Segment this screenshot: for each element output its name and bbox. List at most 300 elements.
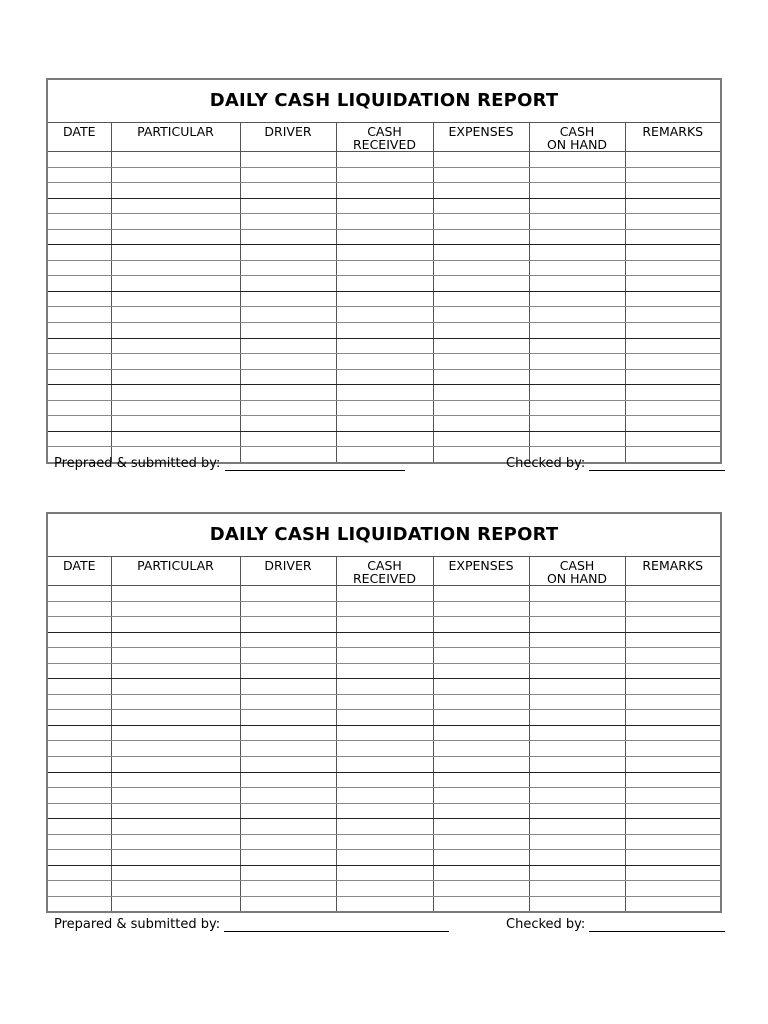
table-cell[interactable] [433, 586, 529, 602]
table-cell[interactable] [48, 152, 111, 168]
table-row [48, 152, 720, 168]
table-cell[interactable] [529, 850, 625, 866]
table-cell[interactable] [433, 431, 529, 447]
table-cell[interactable] [240, 834, 336, 850]
table-cell[interactable] [48, 431, 111, 447]
table-cell[interactable] [529, 741, 625, 757]
table-cell[interactable] [433, 617, 529, 633]
table-cell[interactable] [336, 198, 433, 214]
table-cell[interactable] [240, 260, 336, 276]
table-cell[interactable] [433, 152, 529, 168]
table-cell[interactable] [625, 323, 720, 339]
table-cell[interactable] [111, 229, 240, 245]
table-cell[interactable] [48, 338, 111, 354]
table-cell[interactable] [529, 260, 625, 276]
table-cell[interactable] [111, 214, 240, 230]
table-cell[interactable] [625, 803, 720, 819]
table-cell[interactable] [111, 772, 240, 788]
table-cell[interactable] [433, 245, 529, 261]
table-cell[interactable] [336, 167, 433, 183]
table-cell[interactable] [433, 323, 529, 339]
table-cell[interactable] [336, 276, 433, 292]
table-cell[interactable] [625, 385, 720, 401]
table-cell[interactable] [433, 850, 529, 866]
table-cell[interactable] [625, 167, 720, 183]
table-cell[interactable] [48, 586, 111, 602]
table-cell[interactable] [336, 865, 433, 881]
table-cell[interactable] [433, 198, 529, 214]
table-cell[interactable] [48, 772, 111, 788]
table-cell[interactable] [111, 354, 240, 370]
table-cell[interactable] [48, 245, 111, 261]
table-cell[interactable] [48, 896, 111, 911]
table-cell[interactable] [336, 338, 433, 354]
table-cell[interactable] [48, 229, 111, 245]
table-cell[interactable] [48, 601, 111, 617]
table-cell[interactable] [336, 663, 433, 679]
table-cell[interactable] [336, 260, 433, 276]
table-cell[interactable] [240, 663, 336, 679]
table-cell[interactable] [240, 896, 336, 911]
table-cell[interactable] [625, 632, 720, 648]
table-cell[interactable] [48, 369, 111, 385]
table-cell[interactable] [433, 400, 529, 416]
table-cell[interactable] [433, 632, 529, 648]
table-cell[interactable] [433, 354, 529, 370]
table-cell[interactable] [240, 710, 336, 726]
table-cell[interactable] [48, 648, 111, 664]
table-cell[interactable] [433, 416, 529, 432]
table-cell[interactable] [625, 400, 720, 416]
table-cell[interactable] [529, 369, 625, 385]
table-cell[interactable] [48, 865, 111, 881]
table-cell[interactable] [48, 757, 111, 773]
table-cell[interactable] [336, 648, 433, 664]
checked-by-signature-line[interactable] [589, 458, 725, 471]
table-cell[interactable] [48, 819, 111, 835]
table-cell[interactable] [625, 198, 720, 214]
table-cell[interactable] [529, 865, 625, 881]
table-cell[interactable] [336, 214, 433, 230]
table-cell[interactable] [433, 710, 529, 726]
table-cell[interactable] [433, 741, 529, 757]
table-cell[interactable] [240, 416, 336, 432]
table-cell[interactable] [48, 183, 111, 199]
table-cell[interactable] [529, 881, 625, 897]
table-cell[interactable] [625, 757, 720, 773]
table-cell[interactable] [48, 385, 111, 401]
table-cell[interactable] [336, 586, 433, 602]
table-cell[interactable] [336, 757, 433, 773]
table-cell[interactable] [48, 741, 111, 757]
table-cell[interactable] [529, 819, 625, 835]
table-cell[interactable] [48, 663, 111, 679]
table-cell[interactable] [48, 710, 111, 726]
table-cell[interactable] [433, 369, 529, 385]
table-cell[interactable] [111, 291, 240, 307]
table-cell[interactable] [433, 183, 529, 199]
table-cell[interactable] [625, 276, 720, 292]
table-cell[interactable] [529, 198, 625, 214]
table-cell[interactable] [433, 896, 529, 911]
table-cell[interactable] [625, 214, 720, 230]
table-cell[interactable] [433, 834, 529, 850]
table-row [48, 431, 720, 447]
table-cell[interactable] [240, 276, 336, 292]
table-cell[interactable] [529, 307, 625, 323]
table-cell[interactable] [336, 741, 433, 757]
table-cell[interactable] [48, 725, 111, 741]
table-cell[interactable] [111, 198, 240, 214]
table-cell[interactable] [529, 276, 625, 292]
table-cell[interactable] [240, 757, 336, 773]
prepared-by-signature-line[interactable] [224, 919, 449, 932]
table-cell[interactable] [625, 710, 720, 726]
table-cell[interactable] [240, 307, 336, 323]
table-cell[interactable] [48, 198, 111, 214]
table-cell[interactable] [240, 385, 336, 401]
table-cell[interactable] [111, 152, 240, 168]
table-cell[interactable] [433, 276, 529, 292]
table-cell[interactable] [336, 632, 433, 648]
table-cell[interactable] [48, 416, 111, 432]
table-cell[interactable] [240, 400, 336, 416]
table-cell[interactable] [111, 788, 240, 804]
table-cell[interactable] [529, 896, 625, 911]
table-row [48, 167, 720, 183]
table-cell[interactable] [433, 819, 529, 835]
table-cell[interactable] [336, 354, 433, 370]
table-cell[interactable] [529, 632, 625, 648]
table-cell[interactable] [529, 601, 625, 617]
prepared-by-label: Prepared & submitted by: [54, 917, 221, 932]
table-cell[interactable] [111, 757, 240, 773]
table-cell[interactable] [433, 772, 529, 788]
table-cell[interactable] [529, 617, 625, 633]
table-cell[interactable] [48, 400, 111, 416]
table-cell[interactable] [111, 586, 240, 602]
table-cell[interactable] [240, 601, 336, 617]
table-cell[interactable] [336, 710, 433, 726]
table-cell[interactable] [111, 369, 240, 385]
table-cell[interactable] [111, 741, 240, 757]
table-cell[interactable] [336, 416, 433, 432]
table-cell[interactable] [625, 152, 720, 168]
table-cell[interactable] [529, 385, 625, 401]
table-cell[interactable] [336, 850, 433, 866]
table-cell[interactable] [111, 694, 240, 710]
table-cell[interactable] [240, 354, 336, 370]
table-cell[interactable] [625, 772, 720, 788]
table-cell[interactable] [529, 338, 625, 354]
table-cell[interactable] [625, 183, 720, 199]
table-cell[interactable] [433, 881, 529, 897]
table-cell[interactable] [433, 865, 529, 881]
table-cell[interactable] [48, 307, 111, 323]
column-header-remarks: REMARKS [625, 557, 720, 586]
table-cell[interactable] [529, 788, 625, 804]
table-cell[interactable] [433, 694, 529, 710]
table-row [48, 416, 720, 432]
table-cell[interactable] [240, 819, 336, 835]
table-cell[interactable] [433, 385, 529, 401]
table-row [48, 214, 720, 230]
table-cell[interactable] [336, 834, 433, 850]
table-cell[interactable] [336, 617, 433, 633]
table-cell[interactable] [111, 725, 240, 741]
table-cell[interactable] [529, 586, 625, 602]
table-cell[interactable] [625, 338, 720, 354]
table-cell[interactable] [111, 834, 240, 850]
table-cell[interactable] [529, 648, 625, 664]
table-cell[interactable] [336, 819, 433, 835]
table-cell[interactable] [625, 586, 720, 602]
table-cell[interactable] [625, 260, 720, 276]
table-cell[interactable] [240, 850, 336, 866]
table-cell[interactable] [48, 679, 111, 695]
table-cell[interactable] [111, 307, 240, 323]
table-cell[interactable] [336, 152, 433, 168]
table-cell[interactable] [433, 757, 529, 773]
table-cell[interactable] [625, 679, 720, 695]
table-cell[interactable] [336, 291, 433, 307]
table-cell[interactable] [336, 788, 433, 804]
table-cell[interactable] [625, 431, 720, 447]
table-cell[interactable] [529, 663, 625, 679]
table-cell[interactable] [529, 803, 625, 819]
table-cell[interactable] [48, 850, 111, 866]
table-cell[interactable] [336, 307, 433, 323]
table-cell[interactable] [48, 214, 111, 230]
table-cell[interactable] [240, 369, 336, 385]
table-cell[interactable] [48, 788, 111, 804]
table-cell[interactable] [336, 601, 433, 617]
table-cell[interactable] [336, 803, 433, 819]
table-row [48, 276, 720, 292]
table-cell[interactable] [240, 679, 336, 695]
table-cell[interactable] [111, 260, 240, 276]
table-cell[interactable] [625, 601, 720, 617]
table-cell[interactable] [111, 850, 240, 866]
table-cell[interactable] [529, 416, 625, 432]
table-cell[interactable] [240, 865, 336, 881]
table-cell[interactable] [625, 896, 720, 911]
table-cell[interactable] [433, 788, 529, 804]
table-cell[interactable] [48, 803, 111, 819]
table-cell[interactable] [111, 601, 240, 617]
table-cell[interactable] [240, 291, 336, 307]
table-cell[interactable] [625, 881, 720, 897]
table-cell[interactable] [433, 338, 529, 354]
table-cell[interactable] [529, 679, 625, 695]
table-cell[interactable] [240, 214, 336, 230]
table-cell[interactable] [529, 229, 625, 245]
table-cell[interactable] [111, 400, 240, 416]
table-cell[interactable] [529, 431, 625, 447]
table-cell[interactable] [240, 338, 336, 354]
checked-by-signature-line[interactable] [589, 919, 725, 932]
table-cell[interactable] [336, 400, 433, 416]
table-cell[interactable] [240, 632, 336, 648]
table-cell[interactable] [336, 896, 433, 911]
table-cell[interactable] [111, 431, 240, 447]
table-cell[interactable] [625, 741, 720, 757]
table-cell[interactable] [111, 881, 240, 897]
table-cell[interactable] [111, 276, 240, 292]
table-cell[interactable] [111, 896, 240, 911]
table-cell[interactable] [625, 663, 720, 679]
table-cell[interactable] [48, 694, 111, 710]
table-cell[interactable] [240, 323, 336, 339]
prepared-by-signature-line[interactable] [225, 458, 405, 471]
table-cell[interactable] [625, 307, 720, 323]
table-cell[interactable] [336, 183, 433, 199]
table-cell[interactable] [240, 788, 336, 804]
report-title: DAILY CASH LIQUIDATION REPORT [48, 80, 720, 123]
table-cell[interactable] [111, 803, 240, 819]
table-cell[interactable] [529, 710, 625, 726]
table-cell[interactable] [111, 648, 240, 664]
table-cell[interactable] [48, 260, 111, 276]
table-cell[interactable] [48, 291, 111, 307]
table-cell[interactable] [48, 617, 111, 633]
table-cell[interactable] [111, 416, 240, 432]
table-cell[interactable] [625, 416, 720, 432]
table-cell[interactable] [625, 369, 720, 385]
table-cell[interactable] [111, 245, 240, 261]
table-cell[interactable] [336, 694, 433, 710]
table-cell[interactable] [625, 291, 720, 307]
table-cell[interactable] [625, 865, 720, 881]
table-cell[interactable] [111, 663, 240, 679]
table-cell[interactable] [625, 229, 720, 245]
table-cell[interactable] [240, 772, 336, 788]
table-cell[interactable] [433, 663, 529, 679]
table-cell[interactable] [48, 834, 111, 850]
table-cell[interactable] [529, 167, 625, 183]
table-cell[interactable] [336, 679, 433, 695]
table-cell[interactable] [433, 307, 529, 323]
table-cell[interactable] [336, 772, 433, 788]
table-cell[interactable] [433, 601, 529, 617]
table-cell[interactable] [336, 431, 433, 447]
table-cell[interactable] [529, 245, 625, 261]
table-row [48, 865, 720, 881]
table-cell[interactable] [240, 803, 336, 819]
table-cell[interactable] [529, 757, 625, 773]
column-header-particular: PARTICULAR [111, 557, 240, 586]
table-cell[interactable] [111, 617, 240, 633]
table-cell[interactable] [625, 354, 720, 370]
table-cell[interactable] [625, 694, 720, 710]
table-cell[interactable] [433, 291, 529, 307]
table-row [48, 803, 720, 819]
table-cell[interactable] [625, 617, 720, 633]
table-cell[interactable] [529, 400, 625, 416]
table-cell[interactable] [111, 385, 240, 401]
table-cell[interactable] [111, 710, 240, 726]
table-cell[interactable] [111, 338, 240, 354]
table-cell[interactable] [111, 167, 240, 183]
table-cell[interactable] [111, 679, 240, 695]
table-cell[interactable] [240, 694, 336, 710]
table-cell[interactable] [111, 819, 240, 835]
column-header-cash-received: CASH RECEIVED [336, 557, 433, 586]
table-cell[interactable] [240, 586, 336, 602]
table-cell[interactable] [240, 617, 336, 633]
table-cell[interactable] [336, 245, 433, 261]
table-cell[interactable] [336, 725, 433, 741]
table-cell[interactable] [240, 183, 336, 199]
table-cell[interactable] [625, 245, 720, 261]
table-cell[interactable] [48, 881, 111, 897]
table-cell[interactable] [111, 632, 240, 648]
table-cell[interactable] [529, 772, 625, 788]
table-cell[interactable] [336, 229, 433, 245]
table-cell[interactable] [48, 167, 111, 183]
table-cell[interactable] [529, 834, 625, 850]
table-cell[interactable] [111, 865, 240, 881]
table-cell[interactable] [48, 354, 111, 370]
table-cell[interactable] [240, 167, 336, 183]
table-cell[interactable] [240, 431, 336, 447]
table-cell[interactable] [48, 276, 111, 292]
table-cell[interactable] [625, 788, 720, 804]
table-cell[interactable] [625, 725, 720, 741]
table-cell[interactable] [625, 819, 720, 835]
table-cell[interactable] [433, 214, 529, 230]
table-cell[interactable] [336, 385, 433, 401]
table-cell[interactable] [48, 632, 111, 648]
table-cell[interactable] [625, 648, 720, 664]
table-cell[interactable] [529, 214, 625, 230]
checked-by-label: Checked by: [506, 456, 586, 471]
table-cell[interactable] [240, 245, 336, 261]
table-cell[interactable] [336, 369, 433, 385]
table-cell[interactable] [433, 679, 529, 695]
table-cell[interactable] [625, 834, 720, 850]
table-cell[interactable] [433, 648, 529, 664]
table-cell[interactable] [336, 881, 433, 897]
table-cell[interactable] [240, 648, 336, 664]
table-cell[interactable] [240, 741, 336, 757]
table-cell[interactable] [48, 323, 111, 339]
table-cell[interactable] [240, 229, 336, 245]
table-cell[interactable] [111, 183, 240, 199]
table-row [48, 229, 720, 245]
table-cell[interactable] [529, 694, 625, 710]
table-cell[interactable] [529, 291, 625, 307]
table-cell[interactable] [240, 152, 336, 168]
table-cell[interactable] [433, 260, 529, 276]
table-cell[interactable] [111, 323, 240, 339]
table-cell[interactable] [240, 198, 336, 214]
table-cell[interactable] [529, 354, 625, 370]
table-cell[interactable] [625, 850, 720, 866]
table-cell[interactable] [529, 183, 625, 199]
table-cell[interactable] [529, 725, 625, 741]
table-cell[interactable] [336, 323, 433, 339]
table-cell[interactable] [433, 167, 529, 183]
table-cell[interactable] [240, 881, 336, 897]
table-cell[interactable] [529, 323, 625, 339]
table-row [48, 741, 720, 757]
table-cell[interactable] [433, 803, 529, 819]
table-cell[interactable] [433, 725, 529, 741]
table-cell[interactable] [433, 229, 529, 245]
table-cell[interactable] [240, 725, 336, 741]
table-cell[interactable] [529, 152, 625, 168]
